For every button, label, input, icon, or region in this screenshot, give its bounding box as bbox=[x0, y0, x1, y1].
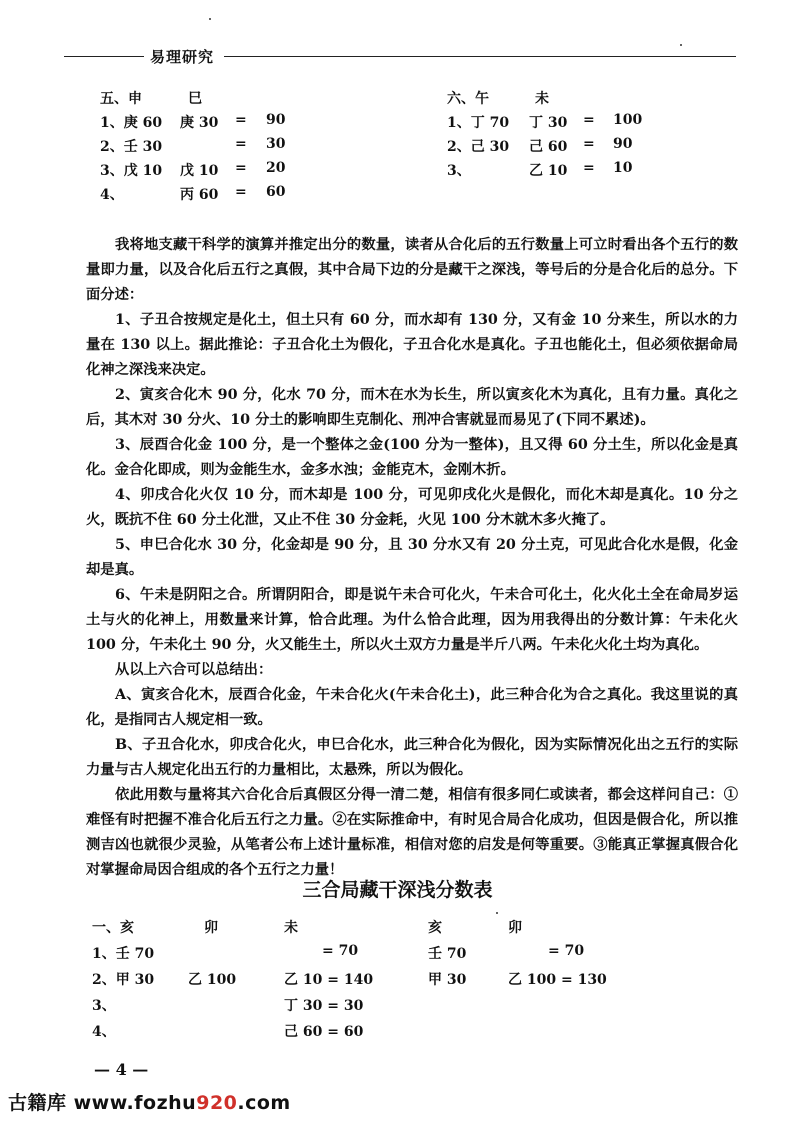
table-heading-row bbox=[92, 917, 712, 943]
table-cell: = bbox=[235, 184, 247, 200]
table-row bbox=[92, 943, 712, 969]
table-cell: 丁 30 bbox=[529, 115, 568, 131]
paragraph: 5、申巳合化水 30 分，化金却是 90 分，且 30 分水又有 20 分土克，可见此合化水是假，化金却是真。 bbox=[86, 537, 738, 578]
scan-speck bbox=[680, 44, 682, 46]
table-cell: 60 bbox=[266, 184, 286, 200]
table-row bbox=[92, 969, 712, 995]
header-rule-right bbox=[224, 56, 736, 57]
heading-cell: 五、申 bbox=[100, 91, 142, 107]
watermark-number: 920 bbox=[196, 1092, 238, 1114]
heading-cell: 亥 bbox=[428, 920, 442, 936]
table-cell: 壬 70 bbox=[428, 946, 467, 962]
table-cell: 4、 bbox=[92, 1024, 116, 1040]
watermark-text: 古籍库 www.fozhu bbox=[8, 1092, 197, 1114]
table-cell: 甲 30 bbox=[428, 972, 467, 988]
paragraph: 依此用数与量将其六合化合后真假区分得一清二楚，相信有很多同仁或读者，都会这样问自己：①难怪有时把握不准合化后五行之力量。②在实际推命中，有时见合局合化成功，但因是假合化，所以推测吉凶也就很少灵验，从笔者公布上述计量标准，相信对您的启发是何等重要。③能真正掌握真假合化对掌握命局因合组成的各个五行之力量！ bbox=[86, 787, 738, 878]
page-number: — 4 — bbox=[94, 1060, 149, 1079]
table-cell: = 70 bbox=[548, 943, 585, 959]
table-cell: 乙 100 = 130 bbox=[508, 972, 607, 988]
paragraph: A、寅亥合化木，辰酉合化金，午未合化火(午未合化土)，此三种合化为合之真化。我这里说的真化，是指同古人规定相一致。 bbox=[86, 687, 738, 728]
table-cell: 3、 bbox=[92, 998, 116, 1014]
table-cell: 4、 bbox=[100, 187, 124, 203]
heading-cell: 卯 bbox=[508, 920, 522, 936]
paragraph: B、子丑合化水，卯戌合化火，申巳合化水，此三种合化为假化，因为实际情况化出之五行的实际力量与古人规定化出五行的力量相比，太悬殊，所以为假化。 bbox=[86, 737, 738, 778]
sanhe-table bbox=[92, 917, 712, 1047]
table-cell: 20 bbox=[266, 160, 286, 176]
paragraph: 3、辰酉合化金 100 分，是一个整体之金(100 分为一整体)，且又得 60 分土生，所以化金是真化。金合化即成，则为金能生水，金多水浊；金能克木，金刚木折。 bbox=[86, 437, 738, 478]
table-cell: = bbox=[235, 160, 247, 176]
table-cell: = bbox=[235, 112, 247, 128]
table-cell: 1、庚 60 bbox=[100, 115, 163, 131]
heading-cell: 巳 bbox=[188, 91, 202, 107]
heading-cell: 六、午 bbox=[447, 91, 489, 107]
header-rule-left bbox=[64, 56, 144, 57]
table-cell: 90 bbox=[613, 136, 633, 152]
table-cell: = bbox=[235, 136, 247, 152]
watermark-tail: .com bbox=[237, 1092, 291, 1114]
table-cell: 1、丁 70 bbox=[447, 115, 510, 131]
table-cell: = bbox=[583, 160, 595, 176]
heading-cell: 未 bbox=[284, 920, 298, 936]
table-cell: 丁 30 = 30 bbox=[284, 998, 364, 1014]
table-cell: = bbox=[583, 112, 595, 128]
paragraph: 我将地支藏干科学的演算并推定出分的数量，读者从合化后的五行数量上可立时看出各个五行的数量即力量，以及合化后五行之真假，其中合局下边的分是藏干之深浅，等号后的分是合化后的总分。下面分述： bbox=[86, 237, 738, 303]
heading-cell: 一、亥 bbox=[92, 920, 134, 936]
header-title: 易理研究 bbox=[150, 48, 215, 66]
table-cell: 3、 bbox=[447, 163, 471, 179]
paragraph: 1、子丑合按规定是化土，但土只有 60 分，而水却有 130 分，又有金 10 分来生，所以水的力量在 130 以上。据此推论：子丑合化土为假化，子丑合化水是真化。子丑也能化土，但必须依据命局化神之深浅来决定。 bbox=[86, 312, 738, 378]
table-cell: 2、壬 30 bbox=[100, 139, 163, 155]
scan-speck bbox=[209, 18, 211, 20]
table-cell: 100 bbox=[613, 112, 643, 128]
table-cell: 3、戊 10 bbox=[100, 163, 163, 179]
scan-speck bbox=[496, 912, 498, 914]
section-title: 三合局藏干深浅分数表 bbox=[302, 879, 493, 901]
table-cell: 乙 10 = 140 bbox=[284, 972, 374, 988]
table-row bbox=[92, 995, 712, 1021]
paragraph: 从以上六合可以总结出： bbox=[115, 662, 273, 678]
table-cell: 乙 10 bbox=[529, 163, 568, 179]
table-cell: 己 60 bbox=[529, 139, 568, 155]
table-cell: = 70 bbox=[322, 943, 359, 959]
running-header bbox=[64, 46, 736, 66]
heading-cell: 卯 bbox=[204, 920, 218, 936]
table-cell: 30 bbox=[266, 136, 286, 152]
table-cell: 2、甲 30 bbox=[92, 972, 155, 988]
table-cell: = bbox=[583, 136, 595, 152]
paragraph: 2、寅亥合化木 90 分，化水 70 分，而木在水为长生，所以寅亥化木为真化，且有力量。真化之后，其木对 30 分火、10 分土的影响即生克制化、刑冲合害就显而易见了(下同不累述)。 bbox=[86, 387, 738, 428]
paragraph: 4、卯戌合化火仅 10 分，而木却是 100 分，可见卯戌化火是假化，而化木却是真化。10 分之火，既抗不住 60 分土化泄，又止不住 30 分金耗，火见 100 分木就木多火掩了。 bbox=[86, 487, 738, 528]
table-row bbox=[92, 1021, 712, 1047]
table-cell: 1、壬 70 bbox=[92, 946, 155, 962]
table-cell: 丙 60 bbox=[180, 187, 219, 203]
heading-cell: 未 bbox=[535, 91, 549, 107]
table-cell: 戊 10 bbox=[180, 163, 219, 179]
body-text bbox=[86, 233, 738, 883]
table-cell: 己 60 = 60 bbox=[284, 1024, 364, 1040]
table-cell: 90 bbox=[266, 112, 286, 128]
table-cell: 乙 100 bbox=[188, 972, 237, 988]
watermark bbox=[8, 1088, 291, 1115]
table-cell: 庚 30 bbox=[180, 115, 219, 131]
table-cell: 10 bbox=[613, 160, 633, 176]
paragraph: 6、午未是阴阳之合。所谓阴阳合，即是说午未合可化火，午未合可化土，化火化土全在命局岁运土与火的化神上，用数量来计算，恰合此理。为什么恰合此理，因为用我得出的分数计算：午未化火 100 分，午未化土 90 分，火又能生土，所以火土双方力量是半斤八两。午未化火化土均为真化。 bbox=[86, 587, 738, 653]
table-cell: 2、己 30 bbox=[447, 139, 510, 155]
